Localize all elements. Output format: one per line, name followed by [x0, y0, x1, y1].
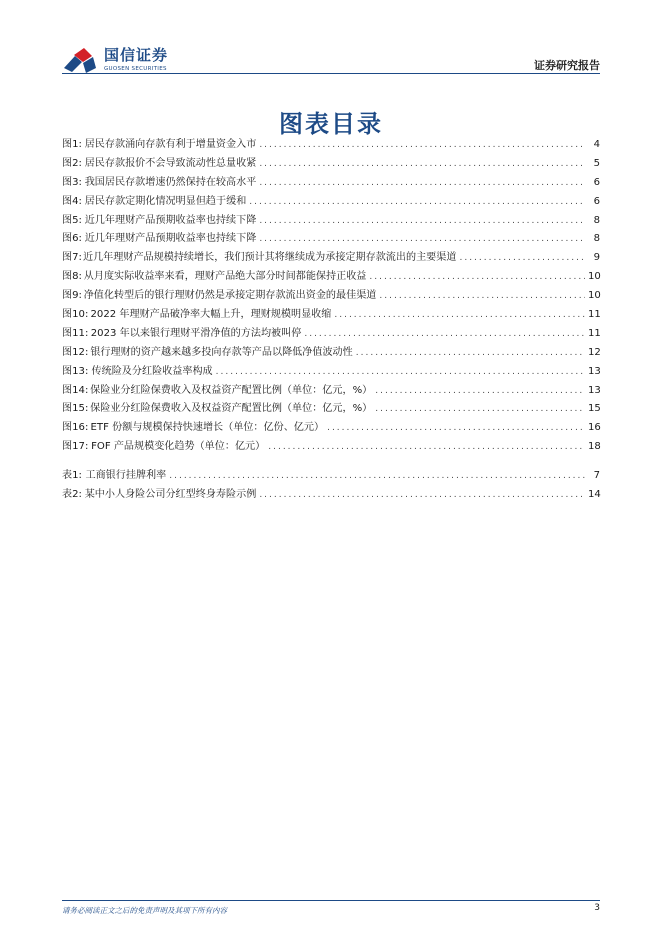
toc-entry-label: 表1:: [62, 470, 82, 481]
toc-entry-title: 传统险及分红险收益率构成: [91, 365, 213, 377]
toc-entry-page: 8: [593, 233, 600, 245]
toc-entry-page: 10: [588, 290, 601, 302]
toc-entry[interactable]: [62, 400, 600, 419]
toc-entry-title: 居民存款定期化情况明显但趋于缓和: [84, 195, 247, 207]
toc-leader-dots: [268, 438, 585, 457]
toc-entry-page: 10: [588, 271, 601, 283]
toc-entry[interactable]: [62, 306, 600, 325]
toc-entry-label: 图8:: [62, 271, 82, 283]
report-type-label: 证券研究报告: [534, 59, 600, 72]
toc-entry[interactable]: [62, 467, 600, 486]
toc-entry-label: 图13:: [62, 365, 89, 377]
toc-leader-dots: [259, 212, 585, 231]
toc-leader-dots: [375, 400, 585, 419]
toc-leader-dots: [259, 174, 585, 193]
toc-entry-label: 图12:: [62, 346, 89, 358]
toc-entry-title: FOF 产品规模变化趋势（单位：亿元）: [91, 441, 266, 453]
toc-entry-page: 18: [588, 441, 601, 453]
header-divider: [62, 73, 600, 74]
toc-entry-page: 4: [593, 139, 600, 150]
toc-entry-page: 12: [588, 346, 601, 358]
toc-entry[interactable]: [62, 212, 600, 231]
toc-entry-label: 图9:: [62, 290, 82, 302]
toc-entry[interactable]: [62, 287, 600, 306]
toc-entry[interactable]: [62, 325, 600, 344]
toc-entry-page: 9: [593, 252, 600, 264]
toc-entry-title: 某中小人身险公司分红型终身寿险示例: [84, 488, 257, 500]
figure-list: [62, 136, 600, 457]
toc-entry-label: 图6:: [62, 233, 82, 245]
toc-entry-label: 图16:: [62, 422, 89, 434]
toc-entry[interactable]: [62, 363, 600, 382]
toc-entry-page: 14: [588, 488, 601, 500]
guosen-logo-icon: [62, 46, 98, 76]
toc-entry-page: 6: [593, 195, 600, 207]
toc-entry[interactable]: [62, 419, 600, 438]
toc-leader-dots: [375, 382, 585, 401]
toc-entry-label: 图7:: [62, 252, 82, 264]
toc-entry[interactable]: [62, 268, 600, 287]
toc-entry[interactable]: [62, 382, 600, 401]
toc-entry-title: ETF 份额与规模保持快速增长（单位：亿份、亿元）: [90, 422, 325, 434]
table-list: [62, 467, 600, 505]
toc-leader-dots: [259, 136, 585, 155]
toc-leader-dots: [379, 287, 585, 306]
toc-entry-label: 图3:: [62, 176, 82, 188]
toc-entry-title: 居民存款报价不会导致流动性总量收紧: [84, 157, 257, 169]
page-number: 3: [594, 903, 600, 913]
toc-leader-dots: [259, 155, 585, 174]
toc-leader-dots: [259, 486, 585, 505]
toc-entry-page: 11: [588, 327, 601, 339]
toc-entry-page: 13: [588, 384, 601, 396]
footer-disclaimer: 请务必阅读正文之后的免责声明及其项下所有内容: [62, 906, 227, 915]
toc-entry-title: 从月度实际收益率来看，理财产品绝大部分时间都能保持正收益: [83, 271, 367, 283]
toc-entry-label: 图2:: [62, 157, 82, 169]
toc-leader-dots: [249, 193, 585, 212]
toc-entry-title: 近几年理财产品预期收益率也持续下降: [84, 214, 257, 226]
toc-entry-page: 11: [588, 309, 601, 321]
toc-entry[interactable]: [62, 193, 600, 212]
toc-entry-title: 保险业分红险保费收入及权益资产配置比例（单位：亿元，%）: [90, 403, 373, 415]
toc-entry-label: 图11:: [62, 327, 89, 339]
toc-entry-title: 净值化转型后的银行理财仍然是承接定期存款流出资金的最佳渠道: [83, 290, 377, 302]
toc-entry-label: 图14:: [62, 384, 89, 396]
toc-entry[interactable]: [62, 438, 600, 457]
toc-leader-dots: [334, 306, 585, 325]
toc-entry-title: 2023 年以来银行理财平滑净值的方法均被叫停: [90, 327, 302, 339]
toc-title: 图表目录: [279, 110, 383, 138]
toc-leader-dots: [169, 467, 585, 486]
toc-entry-title: 居民存款涌向存款有利于增量资金入市: [84, 139, 257, 150]
toc-entry-label: 图10:: [62, 309, 89, 321]
toc-entry-title: 近几年理财产品规模持续增长，我们预计其将继续成为承接定期存款流出的主要渠道: [83, 252, 457, 264]
toc-entry-title: 2022 年理财产品破净率大幅上升，理财规模明显收缩: [90, 309, 332, 321]
toc-entry[interactable]: [62, 174, 600, 193]
toc-entry-title: 工商银行挂牌利率: [85, 470, 167, 481]
toc-entry-title: 保险业分红险保费收入及权益资产配置比例（单位：亿元，%）: [90, 384, 373, 396]
toc-entry-page: 8: [593, 214, 600, 226]
toc-entry-page: 6: [593, 176, 600, 188]
toc-entry-page: 16: [588, 422, 601, 434]
toc-entry[interactable]: [62, 249, 600, 268]
toc-leader-dots: [356, 344, 585, 363]
toc-entry-title: 我国居民存款增速仍然保持在较高水平: [84, 176, 257, 188]
toc-entry-label: 图15:: [62, 403, 89, 415]
toc-leader-dots: [259, 230, 585, 249]
guosen-logo: [62, 46, 168, 76]
toc-entry[interactable]: [62, 344, 600, 363]
toc-leader-dots: [216, 363, 585, 382]
toc-leader-dots: [327, 419, 585, 438]
toc-entry-label: 图4:: [62, 195, 82, 207]
toc-entry[interactable]: [62, 155, 600, 174]
toc-leader-dots: [369, 268, 585, 287]
toc-entry-page: 5: [593, 157, 600, 169]
toc-entry[interactable]: [62, 136, 600, 155]
toc-entry-label: 图5:: [62, 214, 82, 226]
toc-entry-label: 图1:: [62, 139, 82, 150]
footer-divider: [62, 900, 600, 901]
toc-entry-label: 表2:: [62, 488, 82, 500]
toc-leader-dots: [304, 325, 585, 344]
logo-chinese-name: 国信证券: [104, 46, 169, 64]
toc-entry[interactable]: [62, 230, 600, 249]
logo-english-name: GUOSEN SECURITIES: [104, 66, 167, 72]
toc-entry-title: 银行理财的资产越来越多投向存款等产品以降低净值波动性: [90, 346, 353, 358]
toc-entry[interactable]: [62, 486, 600, 505]
toc-entry-label: 图17:: [62, 441, 89, 453]
toc-entry-page: 15: [588, 403, 601, 415]
page-header: [62, 38, 600, 78]
toc-entry-title: 近几年理财产品预期收益率也持续下降: [84, 233, 257, 245]
toc-leader-dots: [459, 249, 585, 268]
toc-entry-page: 13: [588, 365, 601, 377]
toc-entry-page: 7: [593, 470, 600, 481]
